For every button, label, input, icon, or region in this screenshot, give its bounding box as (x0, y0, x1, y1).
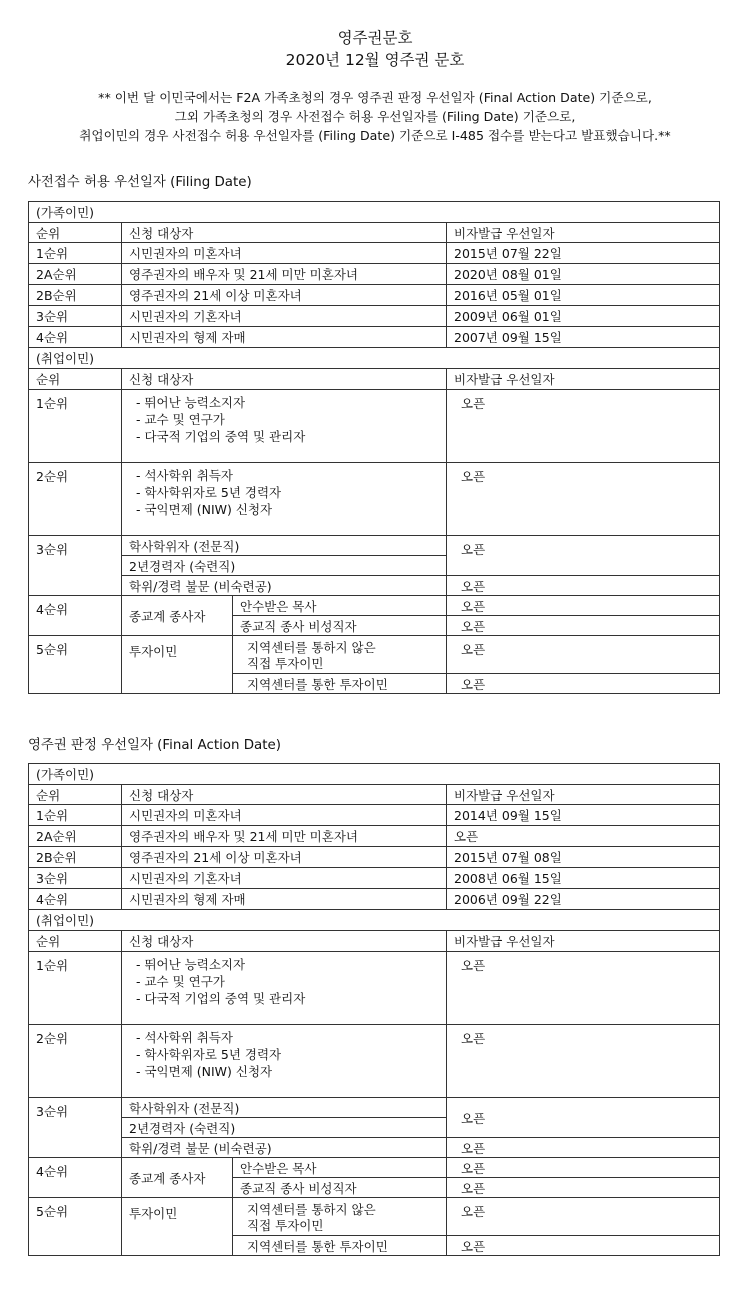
header-applicant: 신청 대상자 (122, 785, 447, 805)
header-rank: 순위 (29, 931, 122, 952)
rank-cell: 4순위 (29, 889, 122, 910)
date-cell: 오픈 (447, 616, 720, 636)
rank-cell: 5순위 (29, 1198, 122, 1256)
date-cell: 오픈 (447, 536, 720, 576)
applicant-line: - 국익면제 (NIW) 신청자 (136, 502, 273, 517)
header-date: 비자발급 우선일자 (447, 931, 720, 952)
rank-cell: 4순위 (29, 596, 122, 636)
rank-cell: 2A순위 (29, 826, 122, 847)
page-subtitle: 2020년 12월 영주권 문호 (285, 51, 465, 69)
applicant-cell: 영주권자의 21세 이상 미혼자녀 (122, 847, 447, 868)
table-row (29, 243, 720, 264)
table-row (29, 596, 720, 616)
rank-cell: 1순위 (29, 805, 122, 826)
rank-cell: 4순위 (29, 327, 122, 348)
date-cell: 오픈 (447, 636, 720, 674)
date-cell: 오픈 (447, 1236, 720, 1256)
table-row (29, 463, 720, 536)
page-title: 영주권문호 (337, 29, 413, 47)
applicant-line: - 석사학위 취득자 (136, 468, 233, 483)
applicant-line: - 다국적 기업의 중역 및 관리자 (136, 991, 306, 1006)
applicant-line: - 교수 및 연구가 (136, 412, 225, 427)
applicant-cell: 학사학위자 (전문직) (122, 1098, 447, 1118)
header-date: 비자발급 우선일자 (447, 785, 720, 805)
applicant-line: - 학사학위자로 5년 경력자 (136, 1047, 282, 1062)
notice-line: 취업이민의 경우 사전접수 허용 우선일자를 (Filing Date) 기준으로 I-485 접수를 받는다고 발표했습니다.** (79, 128, 671, 143)
table-row (29, 1198, 720, 1236)
subcategory-cell: 종교직 종사 비성직자 (233, 616, 447, 636)
rank-cell: 2순위 (29, 463, 122, 536)
date-cell: 2015년 07월 22일 (447, 243, 720, 264)
category-cell: 투자이민 (122, 1198, 233, 1256)
notice (0, 88, 750, 145)
applicant-cell: 시민권자의 기혼자녀 (122, 868, 447, 889)
applicant-line: - 교수 및 연구가 (136, 974, 225, 989)
table-row (29, 868, 720, 889)
table-row (29, 805, 720, 826)
family-immigration-label: (가족이민) (29, 202, 720, 223)
notice-line: ** 이번 달 이민국에서는 F2A 가족초청의 경우 영주권 판정 우선일자 (Final Action Date) 기준으로, (98, 90, 652, 105)
table-row (29, 306, 720, 327)
applicant-cell: 시민권자의 기혼자녀 (122, 306, 447, 327)
date-cell: 오픈 (447, 576, 720, 596)
table-row (29, 536, 720, 556)
applicant-cell: 시민권자의 미혼자녀 (122, 243, 447, 264)
subcategory-line: 직접 투자이민 (247, 656, 324, 671)
date-cell: 2008년 06월 15일 (447, 868, 720, 889)
header-applicant: 신청 대상자 (122, 931, 447, 952)
applicant-cell: 학위/경력 불문 (비숙련공) (122, 576, 447, 596)
applicant-line: - 학사학위자로 5년 경력자 (136, 485, 282, 500)
rank-cell: 4순위 (29, 1158, 122, 1198)
category-cell: 종교계 종사자 (122, 1158, 233, 1198)
rank-cell: 5순위 (29, 636, 122, 694)
rank-cell: 2B순위 (29, 847, 122, 868)
family-immigration-label: (가족이민) (29, 764, 720, 785)
subcategory-cell: 안수받은 목사 (233, 1158, 447, 1178)
employment-immigration-label: (취업이민) (29, 348, 720, 369)
table-row (29, 390, 720, 463)
header-rank: 순위 (29, 785, 122, 805)
category-cell: 투자이민 (122, 636, 233, 694)
table-row (29, 264, 720, 285)
date-cell: 2015년 07월 08일 (447, 847, 720, 868)
applicant-cell: 2년경력자 (숙련직) (122, 1118, 447, 1138)
header-applicant: 신청 대상자 (122, 223, 447, 243)
rank-cell: 3순위 (29, 1098, 122, 1158)
filing-date-table (28, 201, 720, 694)
date-cell: 오픈 (447, 1025, 720, 1098)
applicant-cell (122, 952, 447, 1025)
rank-cell: 1순위 (29, 390, 122, 463)
applicant-cell: 영주권자의 21세 이상 미혼자녀 (122, 285, 447, 306)
applicant-cell (122, 1025, 447, 1098)
section-heading-filing-date: 사전접수 허용 우선일자 (Filing Date) (28, 175, 252, 190)
header-rank: 순위 (29, 223, 122, 243)
date-cell: 2007년 09월 15일 (447, 327, 720, 348)
table-row (29, 636, 720, 674)
date-cell: 오픈 (447, 826, 720, 847)
applicant-cell (122, 463, 447, 536)
table-row (29, 826, 720, 847)
table-row (29, 1025, 720, 1098)
header-date: 비자발급 우선일자 (447, 369, 720, 390)
table-row (29, 1138, 720, 1158)
table-row (29, 889, 720, 910)
applicant-line: - 국익면제 (NIW) 신청자 (136, 1064, 273, 1079)
applicant-cell: 시민권자의 형제 자매 (122, 327, 447, 348)
date-cell: 2020년 08월 01일 (447, 264, 720, 285)
date-cell: 오픈 (447, 1098, 720, 1138)
applicant-line: - 뛰어난 능력소지자 (136, 957, 246, 972)
table-row (29, 576, 720, 596)
applicant-line: - 뛰어난 능력소지자 (136, 395, 246, 410)
category-cell: 종교계 종사자 (122, 596, 233, 636)
applicant-line: - 다국적 기업의 중역 및 관리자 (136, 429, 306, 444)
subcategory-line: 지역센터를 통하지 않은 (247, 1202, 376, 1217)
date-cell: 오픈 (447, 952, 720, 1025)
applicant-cell: 영주권자의 배우자 및 21세 미만 미혼자녀 (122, 264, 447, 285)
subcategory-line: 지역센터를 통하지 않은 (247, 640, 376, 655)
date-cell: 오픈 (447, 463, 720, 536)
rank-cell: 2A순위 (29, 264, 122, 285)
table-row (29, 327, 720, 348)
final-action-date-table (28, 763, 720, 1256)
date-cell: 오픈 (447, 1198, 720, 1236)
table-row (29, 285, 720, 306)
date-cell: 오픈 (447, 674, 720, 694)
applicant-cell: 학위/경력 불문 (비숙련공) (122, 1138, 447, 1158)
rank-cell: 3순위 (29, 868, 122, 889)
applicant-cell: 시민권자의 미혼자녀 (122, 805, 447, 826)
rank-cell: 3순위 (29, 536, 122, 596)
applicant-cell: 영주권자의 배우자 및 21세 미만 미혼자녀 (122, 826, 447, 847)
date-cell: 2009년 06월 01일 (447, 306, 720, 327)
subcategory-cell (233, 1198, 447, 1236)
rank-cell: 2순위 (29, 1025, 122, 1098)
applicant-cell (122, 390, 447, 463)
rank-cell: 1순위 (29, 952, 122, 1025)
rank-cell: 1순위 (29, 243, 122, 264)
table-row (29, 1158, 720, 1178)
notice-line: 그외 가족초청의 경우 사전접수 허용 우선일자를 (Filing Date) 기준으로, (174, 109, 576, 124)
date-cell: 오픈 (447, 596, 720, 616)
table-row (29, 1098, 720, 1118)
date-cell: 오픈 (447, 1178, 720, 1198)
date-cell: 2014년 09월 15일 (447, 805, 720, 826)
subcategory-cell: 지역센터를 통한 투자이민 (233, 1236, 447, 1256)
subcategory-cell: 지역센터를 통한 투자이민 (233, 674, 447, 694)
rank-cell: 3순위 (29, 306, 122, 327)
header-date: 비자발급 우선일자 (447, 223, 720, 243)
employment-immigration-label: (취업이민) (29, 910, 720, 931)
header-rank: 순위 (29, 369, 122, 390)
table-row (29, 847, 720, 868)
subcategory-cell (233, 636, 447, 674)
applicant-cell: 학사학위자 (전문직) (122, 536, 447, 556)
date-cell: 2016년 05월 01일 (447, 285, 720, 306)
applicant-cell: 2년경력자 (숙련직) (122, 556, 447, 576)
header-applicant: 신청 대상자 (122, 369, 447, 390)
applicant-cell: 시민권자의 형제 자매 (122, 889, 447, 910)
applicant-line: - 석사학위 취득자 (136, 1030, 233, 1045)
subcategory-cell: 안수받은 목사 (233, 596, 447, 616)
date-cell: 2006년 09월 22일 (447, 889, 720, 910)
table-row (29, 952, 720, 1025)
date-cell: 오픈 (447, 1138, 720, 1158)
subcategory-cell: 종교직 종사 비성직자 (233, 1178, 447, 1198)
rank-cell: 2B순위 (29, 285, 122, 306)
date-cell: 오픈 (447, 1158, 720, 1178)
subcategory-line: 직접 투자이민 (247, 1218, 324, 1233)
section-heading-final-action-date: 영주권 판정 우선일자 (Final Action Date) (28, 738, 281, 753)
date-cell: 오픈 (447, 390, 720, 463)
